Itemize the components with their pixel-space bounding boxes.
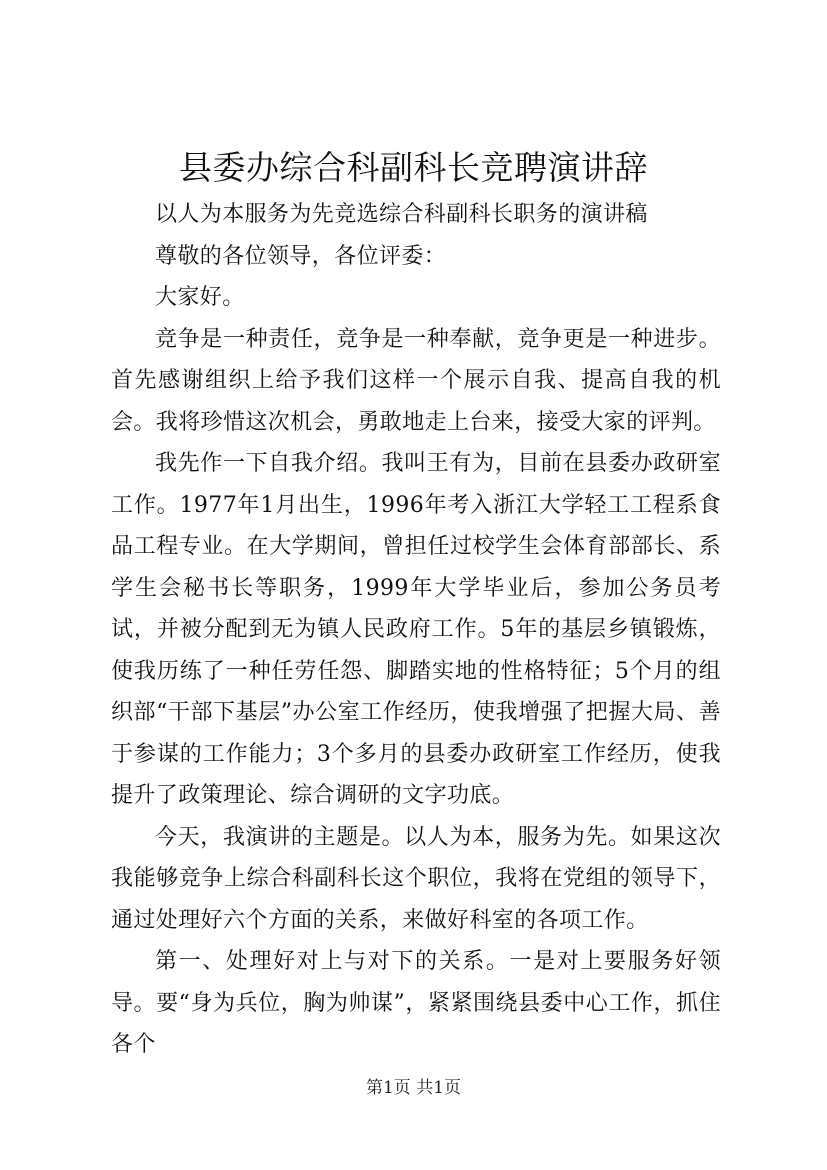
paragraph-greeting: 大家好。 xyxy=(155,285,245,310)
paragraph-competition: 竞争是一种责任，竞争是一种奉献，竞争更是一种进步。首先感谢组织上给予我们这样一个展示自我、提高自我的机会。我将珍惜这次机会，勇敢地走上台来，接受大家的评判。 xyxy=(111,326,721,435)
paragraph-speech-theme: 今天，我演讲的主题是。以人为本，服务为先。如果这次我能够竞争上综合科副科长这个职位，我将在党组的领导下，通过处理好六个方面的关系，来做好科室的各项工作。 xyxy=(111,824,721,933)
paragraph-first-point: 第一、处理好对上与对下的关系。一是对上要服务好领导。要“身为兵位，胸为帅谋”，紧紧围绕县委中心工作，抓住各个 xyxy=(111,949,721,1057)
page-footer: 第1页 共1页 xyxy=(365,1078,462,1098)
document-body xyxy=(111,194,721,1066)
document-title: 县委办综合科副科长竞聘演讲辞 xyxy=(179,148,648,187)
paragraph-salutation: 尊敬的各位领导，各位评委： xyxy=(155,243,447,269)
paragraph-subtitle: 以人为本服务为先竞选综合科副科长职务的演讲稿 xyxy=(155,202,648,227)
paragraph-self-introduction: 我先作一下自我介绍。我叫王有为，目前在县委办政研室工作。1977年1月出生，1996年考入浙江大学轻工工程系食品工程专业。在大学期间，曾担任过校学生会体育部部长、系学生会秘书长等职务，1999年大学毕业后，参加公务员考试，并被分配到无为镇人民政府工作。5年的基层乡镇锻炼，使我历练了一种任劳任怨、脚踏实地的性格特征；5个月的组织部“干部下基层”办公室工作经历，使我增强了把握大局、善于参谋的工作能力；3个多月的县委办政研室工作经历，使我提升了政策理论、综合调研的文字功底。 xyxy=(111,451,721,808)
